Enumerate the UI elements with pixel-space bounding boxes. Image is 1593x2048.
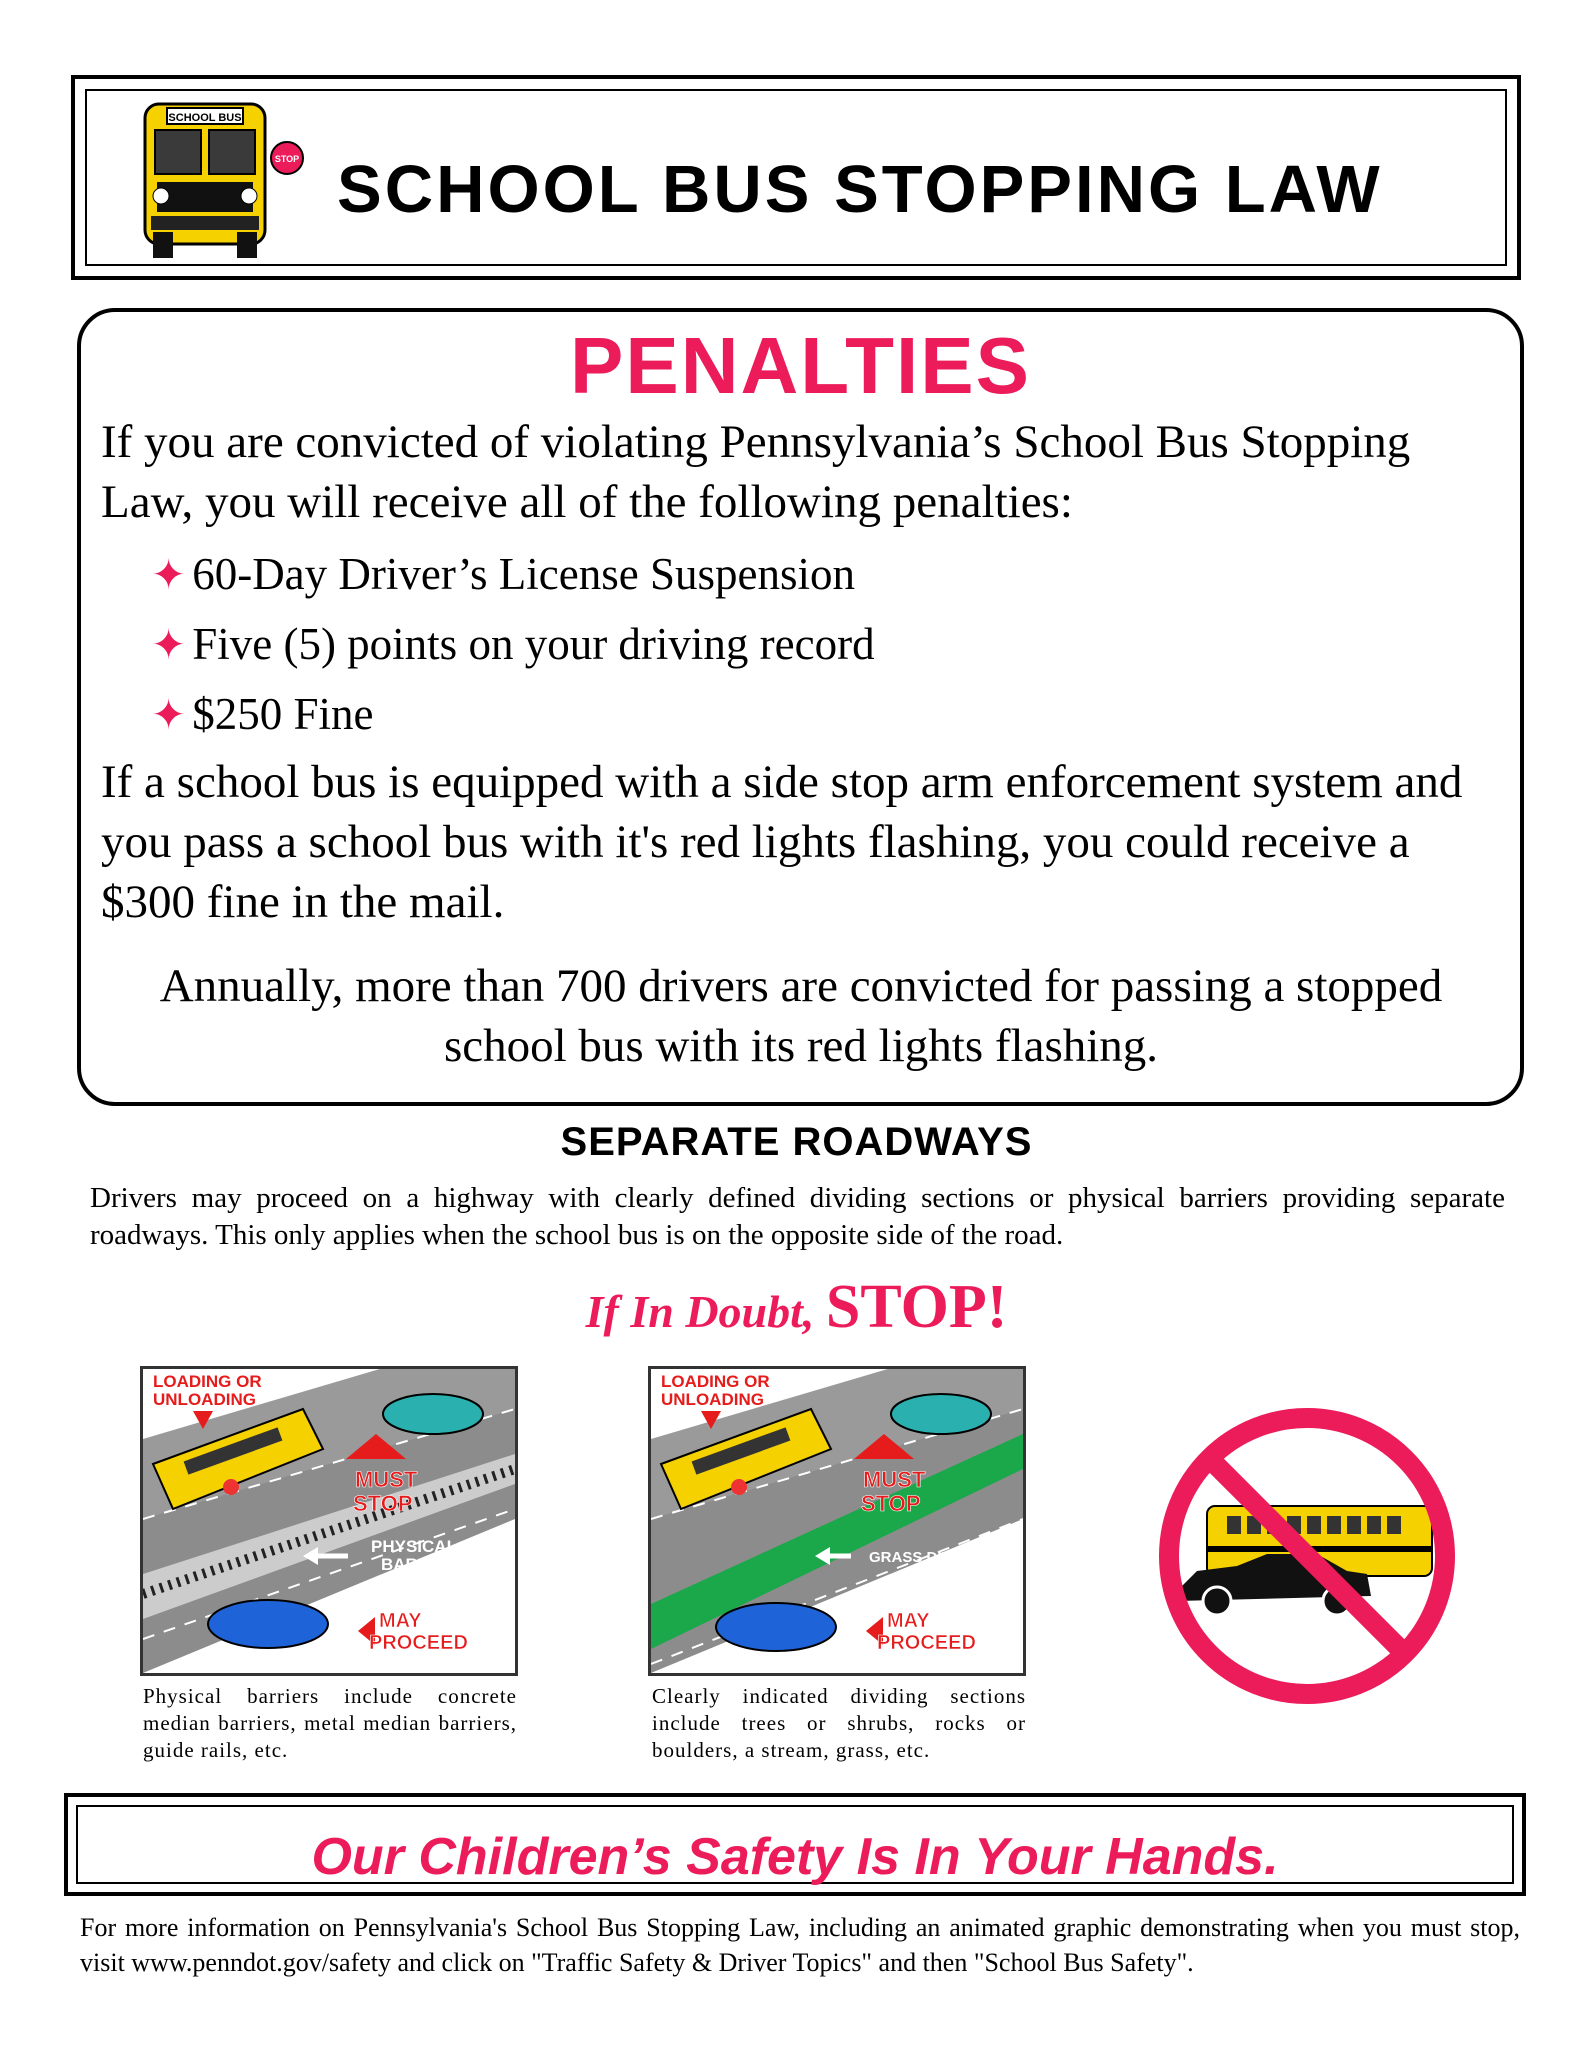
stop-sign-text: STOP [274,154,300,164]
must-label: MUST [355,1467,418,1492]
bus-sign-text: SCHOOL BUS [168,112,242,124]
loading-label: LOADING OR [153,1372,262,1391]
annual-statistic: Annually, more than 700 drivers are convicted for passing a stopped school bus with its red lights flashing. [159,960,1443,1072]
enforcement-text: If a school bus is equipped with a side stop arm enforcement system and you pass a school bus with it's red lights flashing, you could receive a $300 fine in the mail. [101,756,1463,928]
must-label: MUST [863,1467,926,1492]
grass-divider-label: GRASS DIVIDER [869,1549,988,1566]
may-label: MAY [379,1610,422,1632]
footer-info: For more information on Pennsylvania's School Bus Stopping Law, including an animated graphic demonstrating when you must stop, visit www.penndot.gov/safety and click on "Traffic Safety & Driver Topics" and then "School Bus Safety". [80,1913,1520,1977]
penalty-item [151,684,373,746]
stop-label: STOP [353,1491,413,1516]
doubt-text: If In Doubt, [585,1286,826,1337]
section-title: SEPARATE ROADWAYS [560,1120,1033,1164]
stop-label: STOP [861,1491,921,1516]
header-frame [71,75,1521,280]
header-inner-frame [85,89,1507,266]
safety-slogan: Our Children’s Safety Is In Your Hands. [311,1828,1279,1886]
school-bus-icon [127,96,307,266]
penalty-item-text: $250 Fine [192,689,374,739]
page-title: SCHOOL BUS STOPPING LAW [337,152,1383,227]
banner-inner-frame [76,1805,1514,1884]
safety-banner [64,1793,1526,1896]
separate-roadways-text: Drivers may proceed on a highway with clearly defined dividing sections or physical barriers providing separate roadways. This only applies when the school bus is on the opposite side of the road. [90,1182,1505,1251]
grass-divider-diagram [648,1366,1026,1676]
if-in-doubt-heading [0,1272,1593,1343]
star-bullet-icon: ✦ [151,553,187,599]
penalty-item-text: Five (5) points on your driving record [192,619,875,669]
no-passing-icon [1147,1396,1467,1721]
stop-text: STOP! [825,1273,1008,1341]
may-label: MAY [887,1610,930,1632]
barrier-label: PHYSICAL [371,1537,457,1556]
proceed-label: PROCEED [369,1632,468,1654]
penalties-title: PENALTIES [569,321,1031,410]
proceed-label: PROCEED [877,1632,976,1654]
unloading-label: UNLOADING [661,1390,764,1409]
barrier-label: BARRIER [381,1555,459,1574]
penalties-intro: If you are convicted of violating Pennsylvania’s School Bus Stopping Law, you will receive all of the following penalties: [101,416,1411,528]
penalty-item [151,614,875,676]
star-bullet-icon: ✦ [151,693,187,739]
loading-label: LOADING OR [661,1372,770,1391]
penalty-item-text: 60-Day Driver’s License Suspension [192,549,855,599]
unloading-label: UNLOADING [153,1390,256,1409]
grass-divider-caption: Clearly indicated dividing sections include trees or shrubs, rocks or boulders, a stream, grass, etc. [652,1684,1026,1762]
penalty-item [151,544,855,606]
physical-barrier-caption: Physical barriers include concrete median barriers, metal median barriers, guide rails, etc. [143,1684,517,1762]
star-bullet-icon: ✦ [151,623,187,669]
penalties-panel [77,308,1524,1106]
physical-barrier-diagram [140,1366,518,1676]
